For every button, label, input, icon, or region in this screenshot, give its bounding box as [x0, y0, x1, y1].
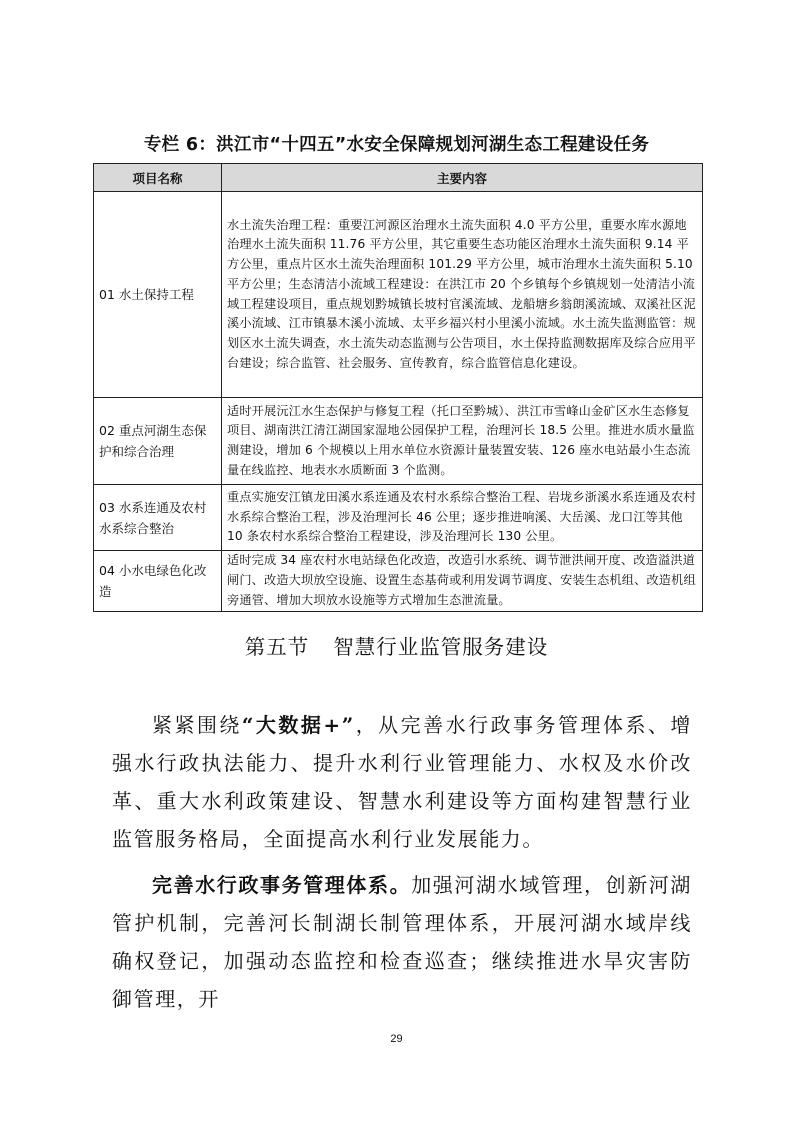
table-title: 专栏 6：洪江市“十四五”水安全保障规划河湖生态工程建设任务 — [143, 135, 650, 155]
paragraph-1 — [112, 706, 692, 858]
page-number: 29 — [390, 1033, 403, 1045]
content-cell: 适时完成 34 座农村水电站绿色化改造，改造引水系统、调节泄洪闸开度、改造溢洪道闸门、改造大坝放空设施、设置生态基荷或利用发调节调度、安装生态机组、改造机组旁通管、增加大坝放水设施等方式增加生态泄流量。 — [222, 551, 703, 612]
section-heading — [0, 630, 793, 660]
paragraph-1-bold: “大数据+” — [241, 713, 355, 737]
project-name-cell: 04 小水电绿色化改造 — [94, 551, 222, 612]
table-row — [94, 551, 703, 612]
project-name-cell: 01 水土保持工程 — [94, 192, 222, 398]
task-table — [93, 163, 703, 612]
table-row — [94, 485, 703, 551]
section-title: 智慧行业监管服务建设 — [333, 635, 549, 659]
section-number: 第五节 — [244, 635, 310, 659]
paragraph-2-text: 加强河湖水域管理，创新河湖管护机制，完善河长制湖长制管理体系，开展河湖水域岸线确权登记，加强动态监控和检查巡查；继续推进水旱灾害防御管理，开 — [112, 873, 693, 1011]
paragraph-2-bold: 完善水行政事务管理体系。 — [152, 873, 412, 897]
paragraph-1-text: ，从完善水行政事务管理体系、增强水行政执法能力、提升水利行业管理能力、水权及水价改革、重大水利政策建设、智慧水利建设等方面构建智慧行业监管服务格局，全面提高水利行业发展能力。 — [112, 713, 692, 851]
content-cell: 适时开展沅江水生态保护与修复工程（托口至黔城）、洪江市雪峰山金矿区水生态修复项目、湖南洪江清江湖国家湿地公园保护工程，治理河长 18.5 公里。推进水质水量监测建设，增加 6 个规模以上用水单位水资源计量装置安装、126 座水电站最小生态流量在线监控、地表水水质断面 3 个监测。 — [222, 398, 703, 485]
paragraph-2 — [112, 866, 692, 1018]
paragraph-1-prefix: 紧紧围绕 — [152, 713, 242, 737]
table-row — [94, 192, 703, 398]
header-project-name: 项目名称 — [94, 164, 222, 192]
header-main-content: 主要内容 — [222, 164, 703, 192]
project-name-cell: 03 水系连通及农村水系综合整治 — [94, 485, 222, 551]
table-header-row — [94, 164, 703, 192]
project-name-cell: 02 重点河湖生态保护和综合治理 — [94, 398, 222, 485]
table-row — [94, 398, 703, 485]
content-cell: 重点实施安江镇龙田溪水系连通及农村水系综合整治工程、岩垅乡浙溪水系连通及农村水系综合整治工程，涉及治理河长 46 公里；逐步推进响溪、大岳溪、龙口江等其他 10 条农村水系综合整治工程建设，涉及治理河长 130 公里。 — [222, 485, 703, 551]
content-cell: 水土流失治理工程：重要江河源区治理水土流失面积 4.0 平方公里，重要水库水源地治理水土流失面积 11.76 平方公里，其它重要生态功能区治理水土流失面积 9.14 平方公里，重点片区水土流失治理面积 101.29 平方公里，城市治理水土流失面积 5.10 平方公里；生态清洁小流域工程建设：在洪江市 20 个乡镇每个乡镇规划一处清洁小流域工程建设项目，重点规划黔城镇长坡村官溪流域、龙船塘乡翁朗溪流域、双溪社区泥溪小流域、江市镇暴木溪小流域、太平乡福兴村小里溪小流域。水土流失监测监管：规划区水土流失调查，水土流失动态监测与公告项目，水土保持监测数据库及综合应用平台建设；综合监管、社会服务、宣传教育，综合监管信息化建设。 — [222, 192, 703, 398]
